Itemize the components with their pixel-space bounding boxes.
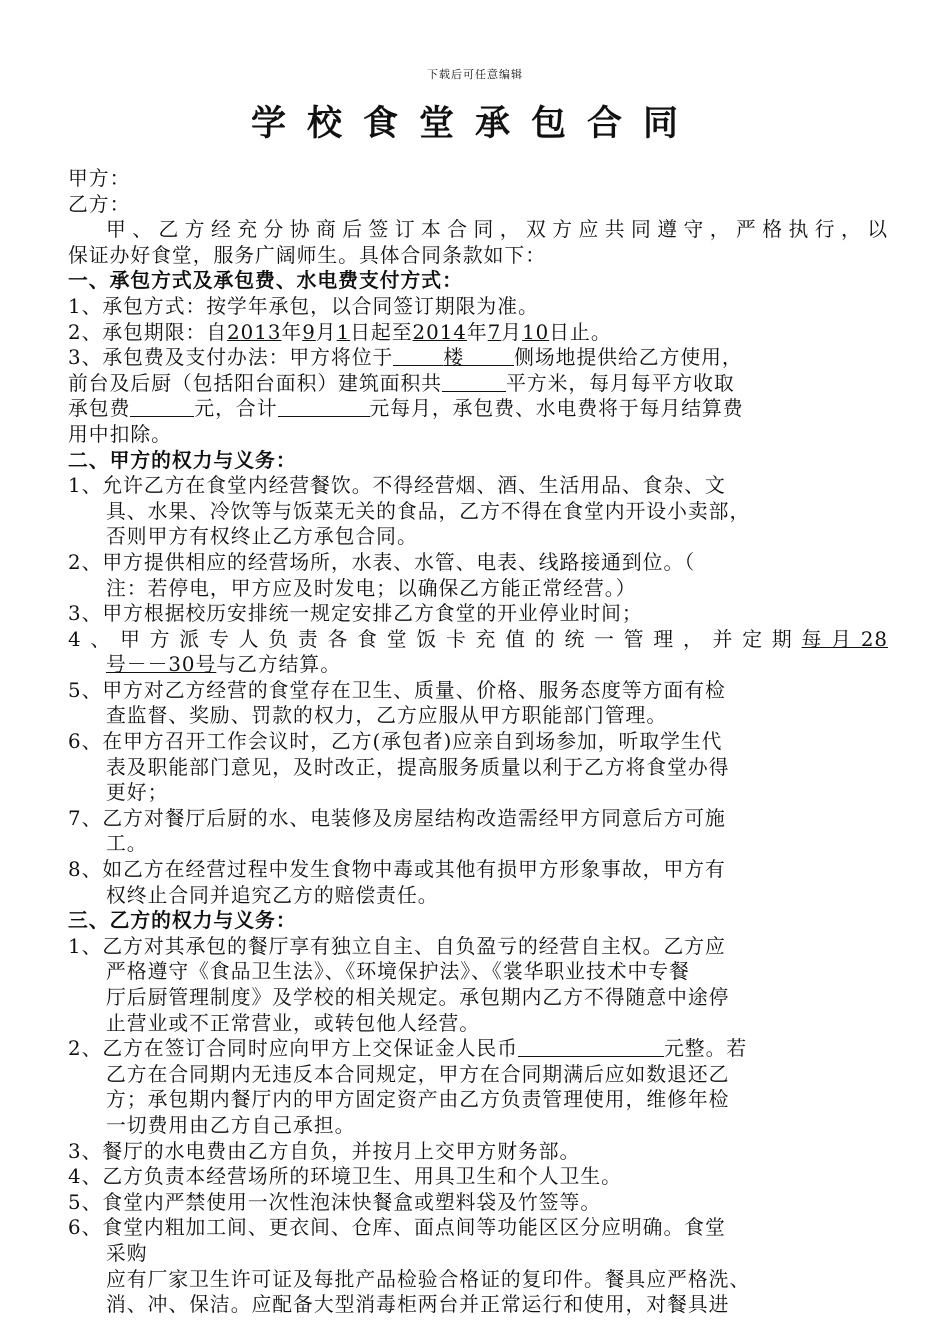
clause-text: 与乙方结算。 <box>216 653 341 677</box>
clause-line: 6、在甲方召开工作会议时，乙方(承包者)应亲自到场参加，听取学生代 <box>68 730 723 754</box>
filled-month: 7 <box>487 320 502 344</box>
settlement-date: 每月28 <box>801 627 888 651</box>
clause-line: 否则甲方有权终止乙方承包合同。 <box>106 525 418 549</box>
clause-line: 1、乙方对其承包的餐厅享有独立自主、自负盈亏的经营自主权。乙方应 <box>68 934 726 958</box>
clause-line: 乙方在合同期内无违反本合同规定，甲方在合同期满后应如数退还乙 <box>106 1062 730 1086</box>
section-heading: 二、甲方的权力与义务： <box>68 447 297 472</box>
clause-line: 5、食堂内严禁使用一次性泡沫快餐盒或塑料袋及竹签等。 <box>68 1190 602 1214</box>
clause-text: 元每月，承包费、水电费将于每月结算费 <box>369 397 744 421</box>
clause-line: 1、承包方式：按学年承包，以合同签订期限为准。 <box>68 294 539 318</box>
clause-text: 2、乙方在签订合同时应向甲方上交保证金人民币 <box>68 1037 518 1061</box>
clause-line: 厅后厨管理制度》及学校的相关规定。承包期内乙方不得随意中途停 <box>106 986 730 1009</box>
blank-field[interactable] <box>393 347 443 366</box>
section-heading: 三、乙方的权力与义务： <box>68 908 297 933</box>
intro-line: 甲、乙方经充分协商后签订本合同，双方应共同遵守，严格执行，以 <box>106 218 888 242</box>
clause-line: 8、如乙方在经营过程中发生食物中毒或其他有损甲方形象事故，甲方有 <box>68 858 726 882</box>
clause-line: 止营业或不正常营业，或转包他人经营。 <box>106 1011 481 1035</box>
filled-day: 10 <box>522 320 550 344</box>
filled-year: 2014 <box>412 320 467 344</box>
blank-field[interactable] <box>464 347 514 366</box>
clause-line <box>68 320 888 346</box>
clause-line: 表及职能部门意见，及时改正，提高服务质量以利于乙方将食堂办得 <box>106 755 730 779</box>
clause-line <box>68 1036 888 1062</box>
clause-line: 严格遵守《食品卫生法》、《环境保护法》、《裳华职业技术中专餐 <box>106 960 690 984</box>
clause-line: 一切费用由乙方自己承担。 <box>106 1113 356 1137</box>
clause-text: 平方米，每月每平方收取 <box>506 371 735 395</box>
clause-line: 6、食堂内粗加工间、更衣间、仓库、面点间等功能区区分应明确。食堂 <box>68 1216 726 1240</box>
clause-line: 权终止合同并追究乙方的赔偿责任。 <box>106 883 439 907</box>
header-note: 下载后可任意编辑 <box>427 68 523 81</box>
clause-text: 元整。若 <box>664 1037 748 1061</box>
clause-line: 3、甲方根据校历安排统一规定安排乙方食堂的开业停业时间； <box>68 602 643 626</box>
clause-line: 采购 <box>106 1241 148 1265</box>
document-title: 学校食堂承包合同 <box>250 103 699 144</box>
clause-line: 消、冲、保洁。应配备大型消毒柜两台并正常运行和使用，对餐具进 <box>106 1293 730 1317</box>
clause-line: 方；承包期内餐厅内的甲方固定资产由乙方负责管理使用，维修年检 <box>106 1088 730 1112</box>
clause-text: 承包费 <box>68 397 131 421</box>
deposit-blank-field[interactable] <box>518 1038 664 1057</box>
clause-line: 4、乙方负责本经营场所的环境卫生、用具卫生和个人卫生。 <box>68 1165 622 1189</box>
total-blank-field[interactable] <box>278 398 370 417</box>
fee-blank-field[interactable] <box>130 398 194 417</box>
clause-line <box>68 371 888 397</box>
clause-line: 应有厂家卫生许可证及每批产品检验合格证的复印件。餐具应严格洗、 <box>106 1267 751 1291</box>
clause-line: 具、水果、冷饮等与饭菜无关的食品，乙方不得在食堂内开设小卖部， <box>106 499 751 523</box>
clause-line: 5、甲方对乙方经营的食堂存在卫生、质量、价格、服务态度等方面有检 <box>68 678 726 702</box>
clause-text: 月 <box>315 320 337 344</box>
intro-line: 保证办好食堂，服务广阔师生。具体合同条款如下： <box>68 243 546 267</box>
clause-line <box>68 627 888 653</box>
clause-text: 月 <box>501 320 523 344</box>
clause-text: 元，合计 <box>194 397 278 421</box>
area-blank-field[interactable] <box>442 373 506 392</box>
clause-text: 年 <box>466 320 488 344</box>
building-field: 楼 <box>443 346 465 370</box>
clause-text: 2、承包期限：自 <box>68 320 228 344</box>
filled-month: 9 <box>302 320 316 344</box>
clause-line: 2、甲方提供相应的经营场所，水表、水管、电表、线路接通到位。（ <box>68 550 696 574</box>
clause-text: 4、甲方派专人负责各食堂饭卡充值的统一管理，并定期 <box>68 627 802 651</box>
filled-year: 2013 <box>227 320 282 344</box>
clause-text: 年 <box>281 320 303 344</box>
clause-line: 用中扣除。 <box>68 422 172 446</box>
party-a-line: 甲方： <box>68 167 131 190</box>
clause-text: 侧场地提供给乙方使用， <box>514 346 743 370</box>
clause-line <box>68 396 888 422</box>
clause-line: 更好； <box>106 781 169 805</box>
clause-text: 日起至 <box>350 320 413 344</box>
clause-line: 3、餐厅的水电费由乙方自负，并按月上交甲方财务部。 <box>68 1139 581 1163</box>
party-b-line: 乙方： <box>68 192 131 216</box>
clause-line: 注：若停电，甲方应及时发电；以确保乙方能正常经营。） <box>106 576 637 600</box>
clause-line <box>68 345 888 371</box>
clause-line: 7、乙方对餐厅后厨的水、电装修及房屋结构改造需经甲方同意后方可施 <box>68 806 726 830</box>
clause-line: 查监督、奖励、罚款的权力，乙方应服从甲方职能部门管理。 <box>106 704 668 728</box>
contract-body <box>68 166 888 1318</box>
clause-line <box>68 652 888 678</box>
clause-text: 3、承包费及支付办法：甲方将位于 <box>68 346 394 370</box>
clause-text: 前台及后厨（包括阳台面积）建筑面积共 <box>68 371 443 395</box>
clause-line: 工。 <box>106 832 148 856</box>
settlement-date: 号－－30号 <box>106 653 217 677</box>
clause-text: 日止。 <box>549 320 612 344</box>
clause-line: 1、允许乙方在食堂内经营餐饮。不得经营烟、酒、生活用品、食杂、文 <box>68 474 726 498</box>
filled-day: 1 <box>336 320 351 344</box>
section-heading: 一、承包方式及承包费、水电费支付方式： <box>68 268 463 293</box>
